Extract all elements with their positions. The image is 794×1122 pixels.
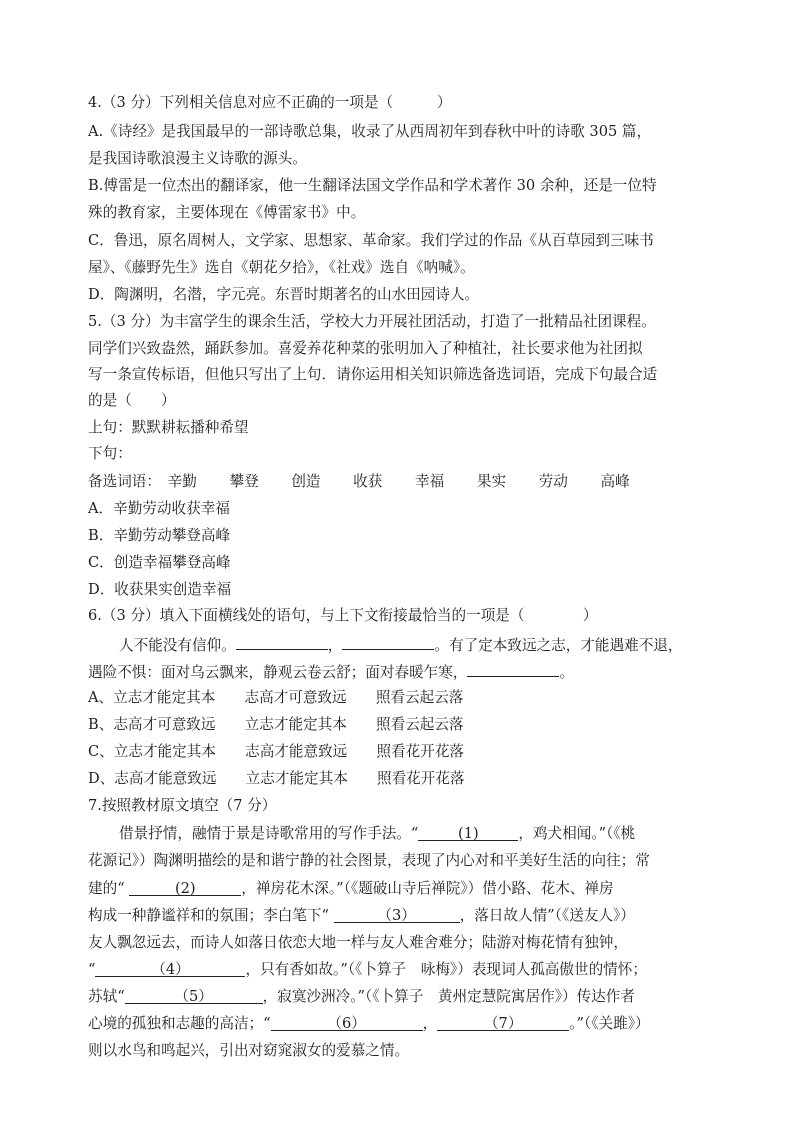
q5-option-c: C．创造幸福攀登高峰 bbox=[88, 554, 231, 571]
word-bank-item: 攀登 bbox=[229, 473, 259, 490]
q5-stem-line4: 的是（ ） bbox=[88, 392, 176, 409]
q7-text: 。”（《关雎》） bbox=[569, 1015, 650, 1032]
fill-blank-6[interactable]: （6） bbox=[271, 1014, 423, 1031]
q4-option-d: D．陶渊明，名潜，字元亮。东晋时期著名的山水田园诗人。 bbox=[88, 286, 480, 303]
word-bank-item: 辛勤 bbox=[167, 473, 197, 490]
word-bank-item: 幸福 bbox=[415, 473, 445, 490]
fill-blank-1[interactable]: (1) bbox=[418, 824, 518, 841]
q5-stem-line2: 同学们兴致盎然，踊跃参加。喜爱养花种菜的张明加入了种植社，社长要求他为社团拟 bbox=[88, 340, 643, 357]
q4-stem: 4.（3 分）下列相关信息对应不正确的一项是（ ） bbox=[88, 94, 452, 111]
q7-line1 bbox=[119, 824, 749, 844]
word-bank-label: 备选词语： bbox=[88, 473, 161, 490]
q6-stem: 6.（3 分）填入下面横线处的语句，与上下文衔接最恰当的一项是（ ） bbox=[88, 607, 598, 624]
q7-line5: 友人飘忽远去，而诗人如落日依恋大地一样与友人难舍难分；陆游对梅花情有独钟， bbox=[88, 934, 628, 951]
fill-blank-7[interactable]: （7） bbox=[437, 1014, 569, 1031]
q5-upper-line: 上句：默默耕耘播种希望 bbox=[88, 419, 249, 436]
q6-text: 。 bbox=[559, 664, 575, 681]
q5-word-bank bbox=[88, 472, 718, 492]
q7-line7 bbox=[88, 987, 718, 1007]
q6-passage-line2 bbox=[88, 660, 718, 683]
q7-line4 bbox=[88, 906, 718, 926]
word-bank-item: 收获 bbox=[353, 473, 383, 490]
q7-text: 构成一种静谧祥和的氛围；李白笔下“ bbox=[88, 907, 334, 924]
fill-blank-2[interactable]: (2) bbox=[129, 879, 241, 896]
q5-stem-line3: 写一条宣传标语，但他只写出了上句．请你运用相关知识筛选备选词语，完成下句最合适 bbox=[88, 366, 658, 383]
answer-blank[interactable] bbox=[342, 633, 434, 650]
q7-text: ，落日故人情”（《送友人》） bbox=[459, 907, 635, 924]
q7-text: ，寂寞沙洲冷。”（《卜算子 黄州定慧院寓居作》）传达作者 bbox=[262, 988, 635, 1005]
fill-blank-3[interactable]: （3） bbox=[334, 906, 460, 923]
q5-stem-line1: 5.（3 分）为丰富学生的课余生活，学校大力开展社团活动，打造了一批精品社团课程。 bbox=[88, 313, 656, 330]
q7-text: 借景抒情，融情于景是诗歌常用的写作手法。“ bbox=[119, 825, 419, 842]
q7-line9: 则以水鸟和鸣起兴，引出对窈窕淑女的爱慕之情。 bbox=[88, 1042, 410, 1059]
q4-option-b-line2: 殊的教育家，主要体现在《傅雷家书》中。 bbox=[88, 204, 366, 221]
q6-text: 人不能没有信仰。 bbox=[119, 637, 236, 654]
word-bank-item: 高峰 bbox=[600, 473, 630, 490]
q6-text: 遇险不惧：面对乌云飘来，静观云卷云舒；面对春暖乍寒， bbox=[88, 664, 468, 681]
q7-text: 建的“ bbox=[88, 880, 130, 897]
fill-blank-5[interactable]: （5） bbox=[125, 987, 263, 1004]
q5-option-a: A．辛勤劳动收获幸福 bbox=[88, 500, 230, 517]
q4-option-a-line1: A.《诗经》是我国最早的一部诗歌总集，收录了从西周初年到春秋中叶的诗歌 305 篇， bbox=[88, 123, 652, 140]
q6-option-c: C、立志才能定其本 志高才能意致远 照看花开花落 bbox=[88, 743, 465, 760]
q5-option-d: D．收获果实创造幸福 bbox=[88, 581, 232, 598]
q4-option-c-line2: 屋》、《藤野先生》选自《朝花夕拾》，《社戏》选自《呐喊》。 bbox=[88, 259, 475, 276]
q6-text: 。有了定本致远之志，才能遇难不退， bbox=[434, 637, 683, 654]
q6-passage-line1 bbox=[119, 633, 749, 656]
q7-line6 bbox=[88, 960, 718, 980]
q7-text: ，只有香如故。”（《卜算子 咏梅》）表现词人孤高傲世的情怀； bbox=[245, 961, 647, 978]
q7-text: ，鸡犬相闻。”（《桃 bbox=[518, 825, 636, 842]
q4-option-b-line1: B.傅雷是一位杰出的翻译家，他一生翻译法国文学作品和学术著作 30 余种，还是一位特 bbox=[88, 177, 657, 194]
word-bank-item: 果实 bbox=[476, 473, 507, 490]
q7-text: 心境的孤独和志趣的高洁；“ bbox=[88, 1015, 271, 1032]
word-bank-item: 劳动 bbox=[538, 473, 568, 490]
word-bank-item: 创造 bbox=[291, 473, 321, 490]
q5-option-b: B．辛勤劳动攀登高峰 bbox=[88, 527, 231, 544]
q7-text: ，禅房花木深。”（《题破山寺后禅院》）借小路、花木、禅房 bbox=[241, 880, 614, 897]
answer-blank[interactable] bbox=[467, 660, 559, 677]
q4-option-a-line2: 是我国诗歌浪漫主义诗歌的源头。 bbox=[88, 150, 307, 167]
q5-lower-line: 下句： bbox=[88, 445, 132, 462]
q6-text: ， bbox=[327, 637, 343, 654]
q7-text: ， bbox=[422, 1015, 438, 1032]
q4-option-c-line1: C．鲁迅，原名周树人，文学家、思想家、革命家。我们学过的作品《从百草园到三味书 bbox=[88, 232, 654, 249]
q7-stem: 7.按照教材原文填空（7 分） bbox=[88, 797, 277, 814]
q6-option-b: B、志高才可意致远 立志才能定其本 照看云起云落 bbox=[88, 716, 464, 733]
q7-line3 bbox=[88, 879, 718, 899]
q7-text: “ bbox=[88, 961, 96, 978]
q7-line2: 花源记》）陶渊明描绘的是和谐宁静的社会图景，表现了内心对和平美好生活的向往；常 bbox=[88, 852, 650, 869]
q6-option-d: D、志高才能意致远 立志才能定其本 照看花开花落 bbox=[88, 770, 465, 787]
q7-line8 bbox=[88, 1014, 718, 1034]
answer-blank[interactable] bbox=[236, 633, 328, 650]
fill-blank-4[interactable]: （4） bbox=[95, 960, 245, 977]
q7-text: 苏轼“ bbox=[88, 988, 125, 1005]
q6-option-a: A、立志才能定其本 志高才可意致远 照看云起云落 bbox=[88, 689, 464, 706]
